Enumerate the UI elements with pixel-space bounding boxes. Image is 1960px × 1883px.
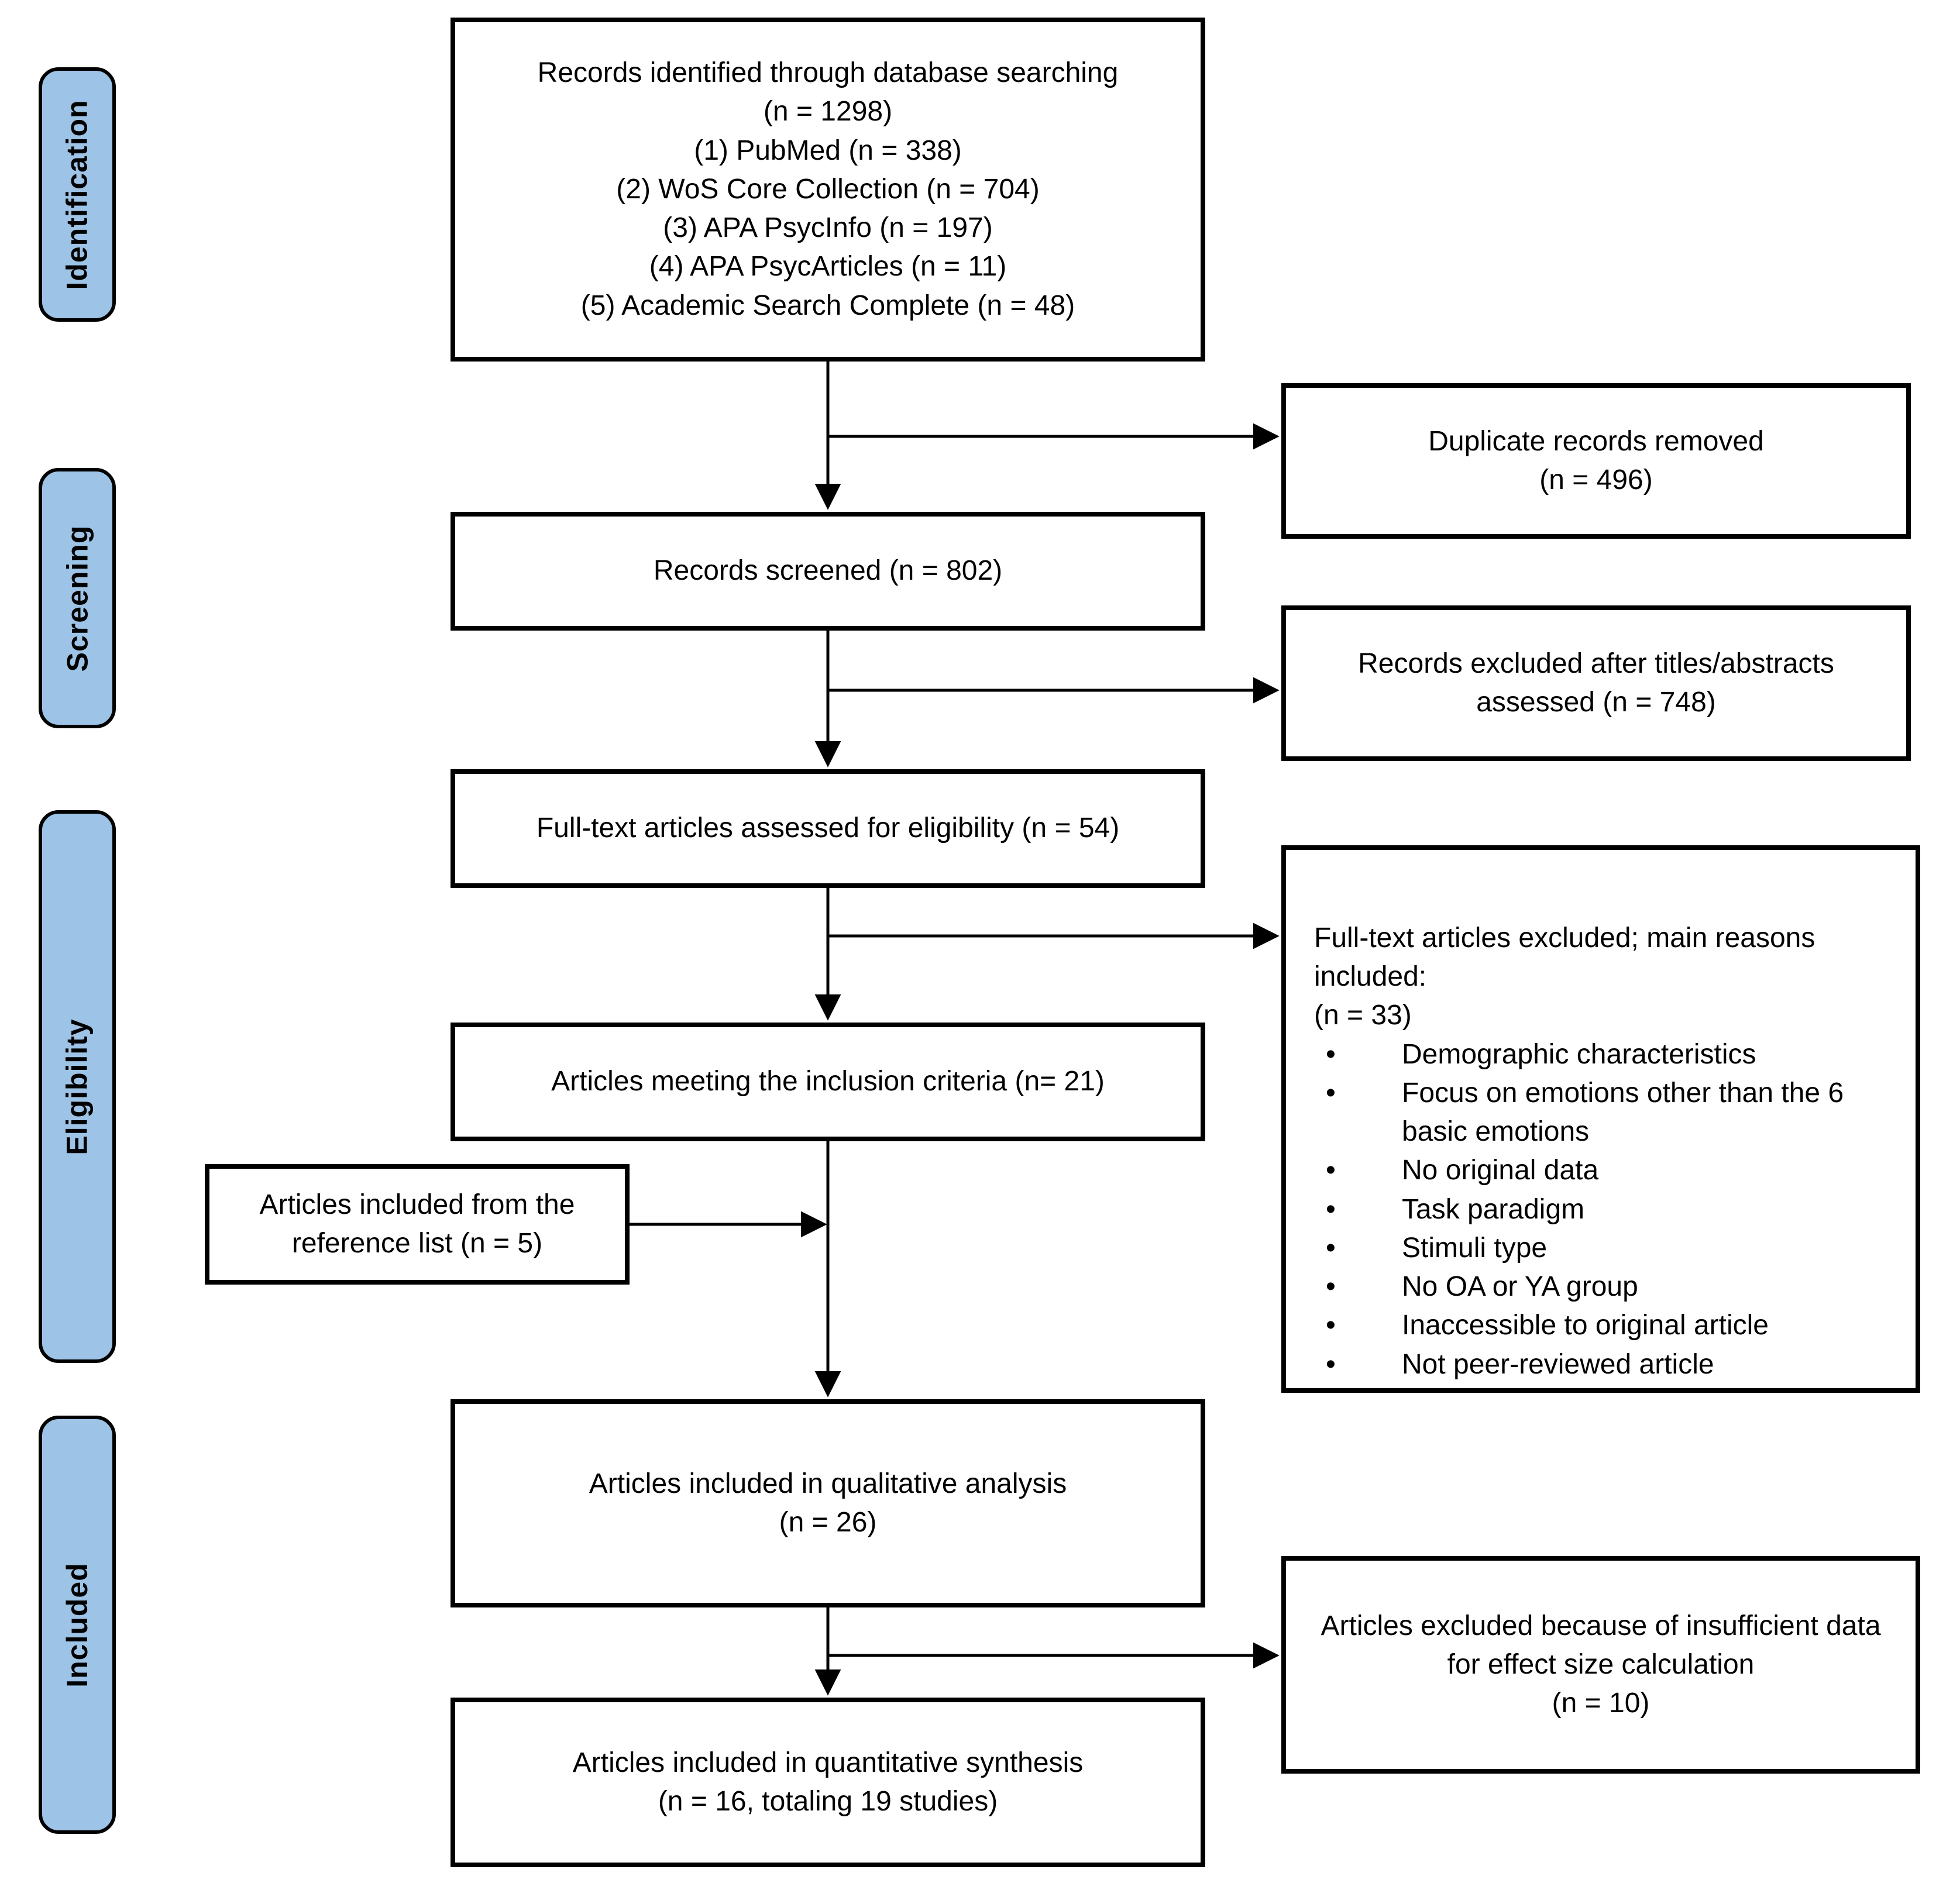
records-screened-text: Records screened (n = 802): [653, 555, 1003, 587]
quantitative-synthesis-text: Articles included in quantitative synthesis: [572, 1747, 1084, 1778]
titles-abstracts-excluded-text: Records excluded after titles/abstracts assessed (n = 748): [1358, 648, 1834, 718]
box-insufficient-data-excluded: [1281, 1556, 1920, 1774]
records-identified-source-pubmed: (1) PubMed (n = 338): [694, 135, 962, 166]
stage-label-included: [39, 1416, 116, 1834]
records-identified-count: (n = 1298): [763, 96, 893, 128]
fulltext-excluded-intro: Full-text articles excluded; main reasons included:: [1314, 922, 1815, 993]
fulltext-excluded-count: (n = 33): [1314, 1000, 1412, 1031]
bullet-icon: •: [1326, 1310, 1336, 1341]
exclusion-reason-item: [1314, 1035, 1898, 1074]
bullet-icon: •: [1326, 1271, 1336, 1303]
stage-label-screening: [39, 468, 116, 728]
qualitative-analysis-count: (n = 26): [779, 1507, 877, 1538]
bullet-icon: •: [1326, 1193, 1336, 1225]
box-inclusion-criteria: [451, 1023, 1205, 1141]
bullet-icon: •: [1326, 1155, 1336, 1186]
records-identified-source-psycinfo: (3) APA PsycInfo (n = 197): [663, 212, 993, 244]
bullet-icon: •: [1326, 1077, 1336, 1109]
exclusion-reason-text: Not peer-reviewed article: [1402, 1348, 1714, 1380]
box-qualitative-analysis: [451, 1399, 1205, 1607]
box-fulltext-excluded: [1281, 845, 1920, 1393]
box-quantitative-synthesis: [451, 1698, 1205, 1867]
exclusion-reason-text: No original data: [1402, 1155, 1599, 1186]
records-identified-source-wos: (2) WoS Core Collection (n = 704): [616, 173, 1040, 205]
records-identified-source-academic-search: (5) Academic Search Complete (n = 48): [580, 290, 1075, 321]
bullet-icon: •: [1326, 1232, 1336, 1264]
exclusion-reason-text: No OA or YA group: [1402, 1271, 1638, 1303]
duplicates-removed-count: (n = 496): [1539, 464, 1653, 495]
exclusion-reason-item: [1314, 1268, 1898, 1306]
bullet-icon: •: [1326, 1038, 1336, 1070]
exclusion-reason-item: [1314, 1229, 1898, 1268]
duplicates-removed-text: Duplicate records removed: [1428, 425, 1764, 457]
box-duplicates-removed: [1281, 383, 1911, 539]
exclusion-reason-text: Focus on emotions other than the 6 basic emotions: [1402, 1077, 1844, 1148]
box-titles-abstracts-excluded: [1281, 605, 1911, 761]
records-identified-source-psycarticles: (4) APA PsycArticles (n = 11): [649, 251, 1007, 283]
box-records-identified: [451, 18, 1205, 362]
stage-label-identification: [39, 67, 116, 322]
box-fulltext-assessed: [451, 769, 1205, 888]
exclusion-reason-text: Inaccessible to original article: [1402, 1310, 1769, 1341]
quantitative-synthesis-count: (n = 16, totaling 19 studies): [658, 1786, 998, 1817]
stage-label-screening-text: Screening: [61, 525, 94, 672]
inclusion-criteria-text: Articles meeting the inclusion criteria (n= 21): [551, 1066, 1105, 1097]
records-identified-line: Records identified through database searching: [537, 57, 1119, 89]
exclusion-reason-text: Task paradigm: [1402, 1193, 1585, 1225]
bullet-icon: •: [1326, 1348, 1336, 1380]
reference-list-text: Articles included from the reference list (n = 5): [259, 1189, 575, 1259]
exclusion-reason-item: [1314, 1345, 1898, 1384]
insufficient-data-text: Articles excluded because of insufficient data for effect size calculation: [1321, 1610, 1881, 1680]
box-reference-list: [205, 1164, 630, 1285]
exclusion-reason-text: Stimuli type: [1402, 1232, 1548, 1264]
stage-label-included-text: Included: [61, 1562, 94, 1688]
stage-label-identification-text: Identification: [61, 99, 94, 290]
insufficient-data-count: (n = 10): [1552, 1688, 1650, 1719]
box-records-screened: [451, 512, 1205, 631]
qualitative-analysis-text: Articles included in qualitative analysis: [589, 1468, 1067, 1499]
exclusion-reason-item: [1314, 1151, 1898, 1190]
stage-label-eligibility-text: Eligibility: [61, 1018, 94, 1155]
exclusion-reason-item: [1314, 1190, 1898, 1229]
fulltext-assessed-text: Full-text articles assessed for eligibility (n = 54): [536, 813, 1120, 844]
stage-label-eligibility: [39, 810, 116, 1363]
exclusion-reason-text: Demographic characteristics: [1402, 1038, 1756, 1070]
exclusion-reason-item: [1314, 1074, 1898, 1151]
exclusion-reason-item: [1314, 1306, 1898, 1345]
